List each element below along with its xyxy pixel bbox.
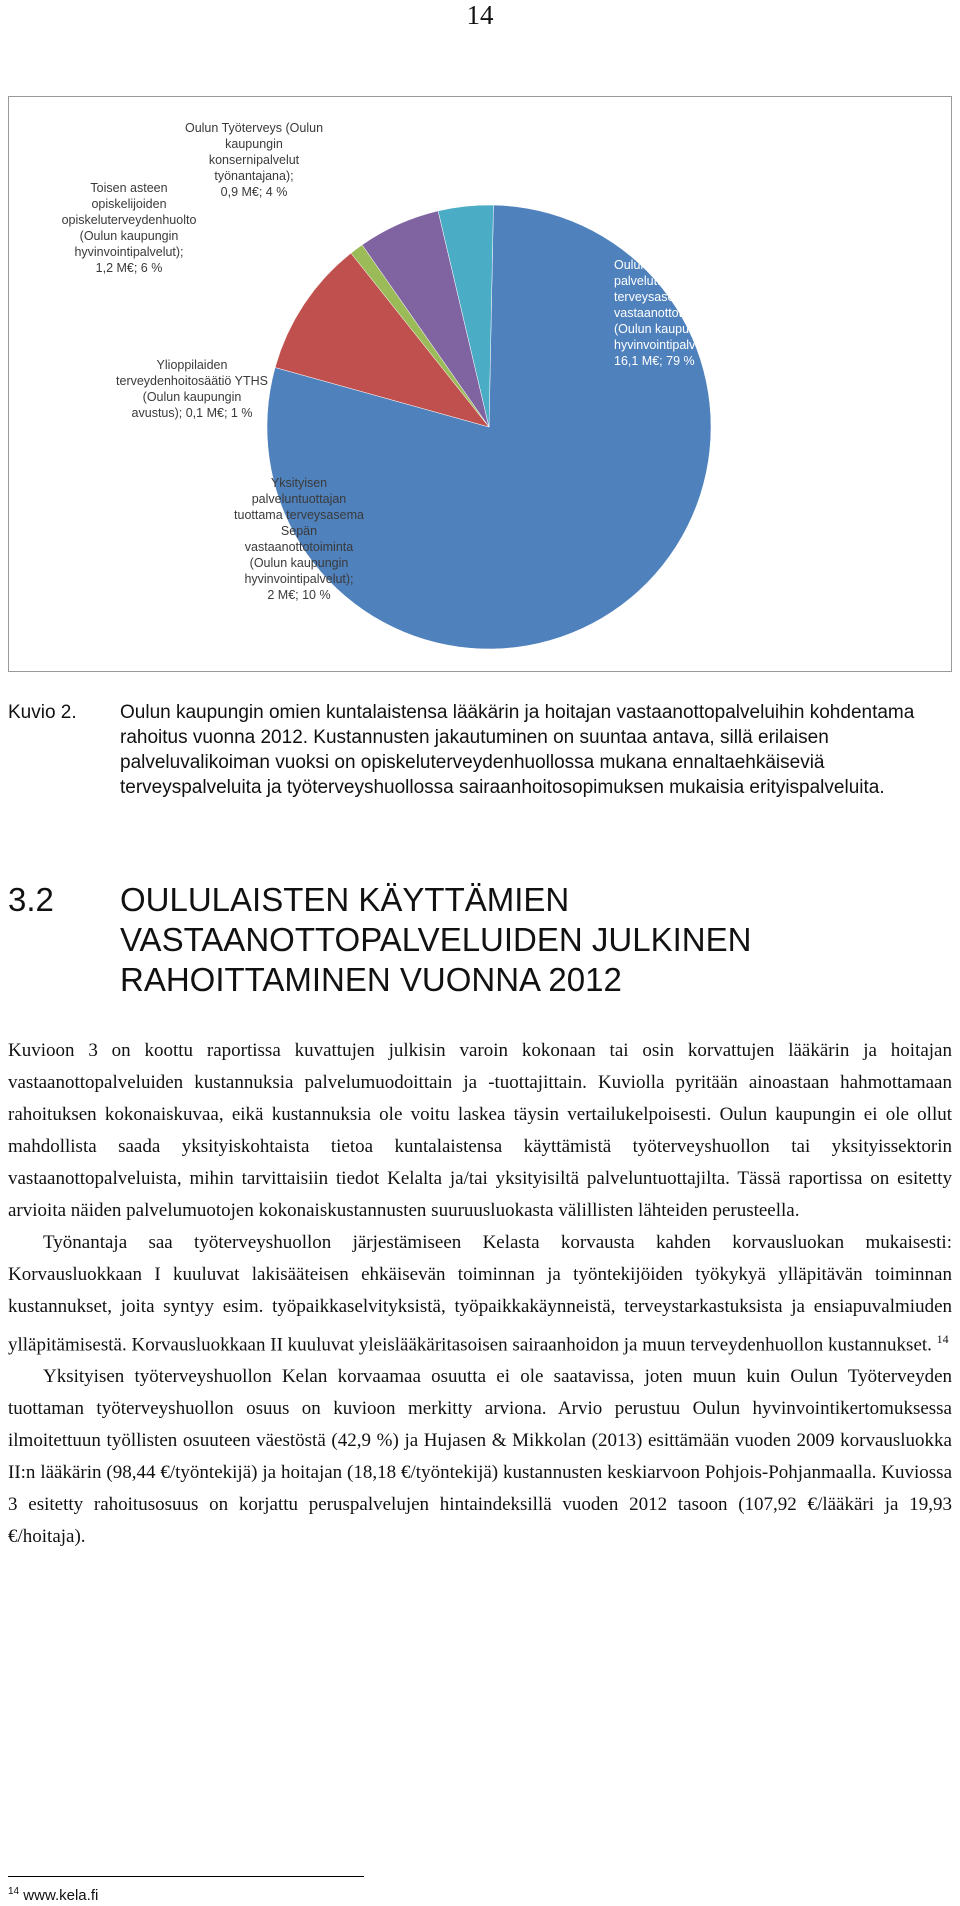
- footnote-divider: [8, 1876, 364, 1877]
- pie-slice-label: Ylioppilaiden terveydenhoitosäätiö YTHS (Oulun kaupungin avustus); 0,1 M€; 1 %: [116, 358, 268, 420]
- paragraph-text: Kuvioon 3 on koottu raportissa kuvattujen julkisin varoin kokonaan tai osin korvattujen lääkärin ja hoitajan vastaanottopalveluiden kustannuksia palvelumuodoittain ja -tuottajittain. Kuviolla pyritään ainoastaan hahmottamaan rahoituksen kokonaiskuvaa, eikä kustannuksia ole voitu laskea täysin vertailukelpoisesti. Oulun kaupungin ei ole ollut mahdollista saada yksityiskohtaista tietoa kuntalaistensa käyttämistä työterveyshuollon tai yksityissektorin vastaanottopalveluista, mihin tarvittaisiin tiedot Kelalta ja/tai yksityisiltä palveluntuottajilta. Tässä raportissa on esitetty arvioita näiden palvelumuotojen kokonaiskustannusten suuruusluokasta välillisten lähteiden perusteella.: [8, 1040, 952, 1221]
- paragraph-1: [8, 1035, 952, 1227]
- section-title: OULULAISTEN KÄYTTÄMIEN VASTAANOTTOPALVELUIDEN JULKINEN RAHOITTAMINEN VUONNA 2012: [120, 881, 752, 998]
- footnote-marker: 14: [8, 1886, 20, 1897]
- paragraph-3: [8, 1361, 952, 1553]
- caption-text: Oulun kaupungin omien kuntalaistensa lääkärin ja hoitajan vastaanottopalveluihin kohdentama rahoitus vuonna 2012. Kustannusten jakautuminen on suuntaa antava, sillä erilaisen palveluvalikoiman vuoksi on opiskeluterveydenhuollossa mukana ennaltaehkäiseviä terveyspalveluita ja työterveyshuollossa sairaanhoitosopimuksen mukaisia erityispalveluita.: [120, 702, 915, 798]
- pie-slice-label: Yksityisen palveluntuottajan tuottama terveysasema Sepän vastaanottotoiminta (Oulun kaupungin hyvinvointipalvelut); 2 M€; 10 %: [234, 476, 364, 602]
- pie-slice-label: Oulun kaupungin oman palvelutuotannon terveysasemien vastaanottotoiminta (Oulun kaupungin hyvinvointipalvelut); 16,1 M€; 79 %: [614, 258, 744, 368]
- paragraph-2: [8, 1227, 952, 1361]
- figure-caption: [8, 700, 952, 800]
- pie-slice-label: Oulun Työterveys (Oulun kaupungin konsernipalvelut työnantajana); 0,9 M€; 4 %: [184, 121, 324, 199]
- footnote-link[interactable]: www.kela.fi: [23, 1887, 99, 1904]
- pie-chart: [9, 97, 951, 671]
- section-heading: [8, 880, 952, 1000]
- caption-number: Kuvio 2.: [8, 702, 77, 723]
- body-text: [8, 1035, 952, 1553]
- pie-slice-label: Toisen asteen opiskelijoiden opiskeluterveydenhuolto (Oulun kaupungin hyvinvointipalvelut); 1,2 M€; 6 %: [61, 181, 197, 275]
- footnote: [8, 1882, 98, 1906]
- paragraph-text: Työnantaja saa työterveyshuollon järjestämiseen Kelasta korvausta kahden korvausluokan mukaisesti: Korvausluokkaan I kuuluvat lakisääteisen ehkäisevän toiminnan ja työntekijöiden työkykyä ylläpitävän toiminnan kustannukset, joita syntyy esim. työpaikkaselvityksistä, työpaikkakäynneistä, terveystarkastuksista ja ensiapuvalmiuden ylläpitämisestä. Korvausluokkaan II kuuluvat yleislääkäritasoisen sairaanhoidon ja muun terveydenhuollon kustannukset.: [8, 1232, 952, 1356]
- pie-chart-figure: [8, 96, 952, 672]
- paragraph-text: Yksityisen työterveyshuollon Kelan korvaamaa osuutta ei ole saatavissa, joten muun kuin Oulun Työterveyden tuottaman työterveyshuollon osuus on kuvioon merkitty arviona. Arvio perustuu Oulun hyvinvointikertomuksessa ilmoitettuun työllisten osuuteen väestöstä (42,9 %) ja Hujasen & Mikkolan (2013) esittämään vuoden 2009 korvausluokka II:n lääkärin (98,44 €/työntekijä) ja hoitajan (18,18 €/työntekijä) kustannusten keskiarvoon Pohjois-Pohjanmaalla. Kuviossa 3 esitetty rahoitusosuus on korjattu peruspalvelujen hintaindeksillä vuoden 2012 tasoon (107,92 €/lääkäri ja 19,93 €/hoitaja).: [8, 1366, 952, 1548]
- footnote-reference[interactable]: 14: [936, 1332, 949, 1346]
- section-number: 3.2: [8, 881, 54, 918]
- page-number: 14: [466, 0, 494, 30]
